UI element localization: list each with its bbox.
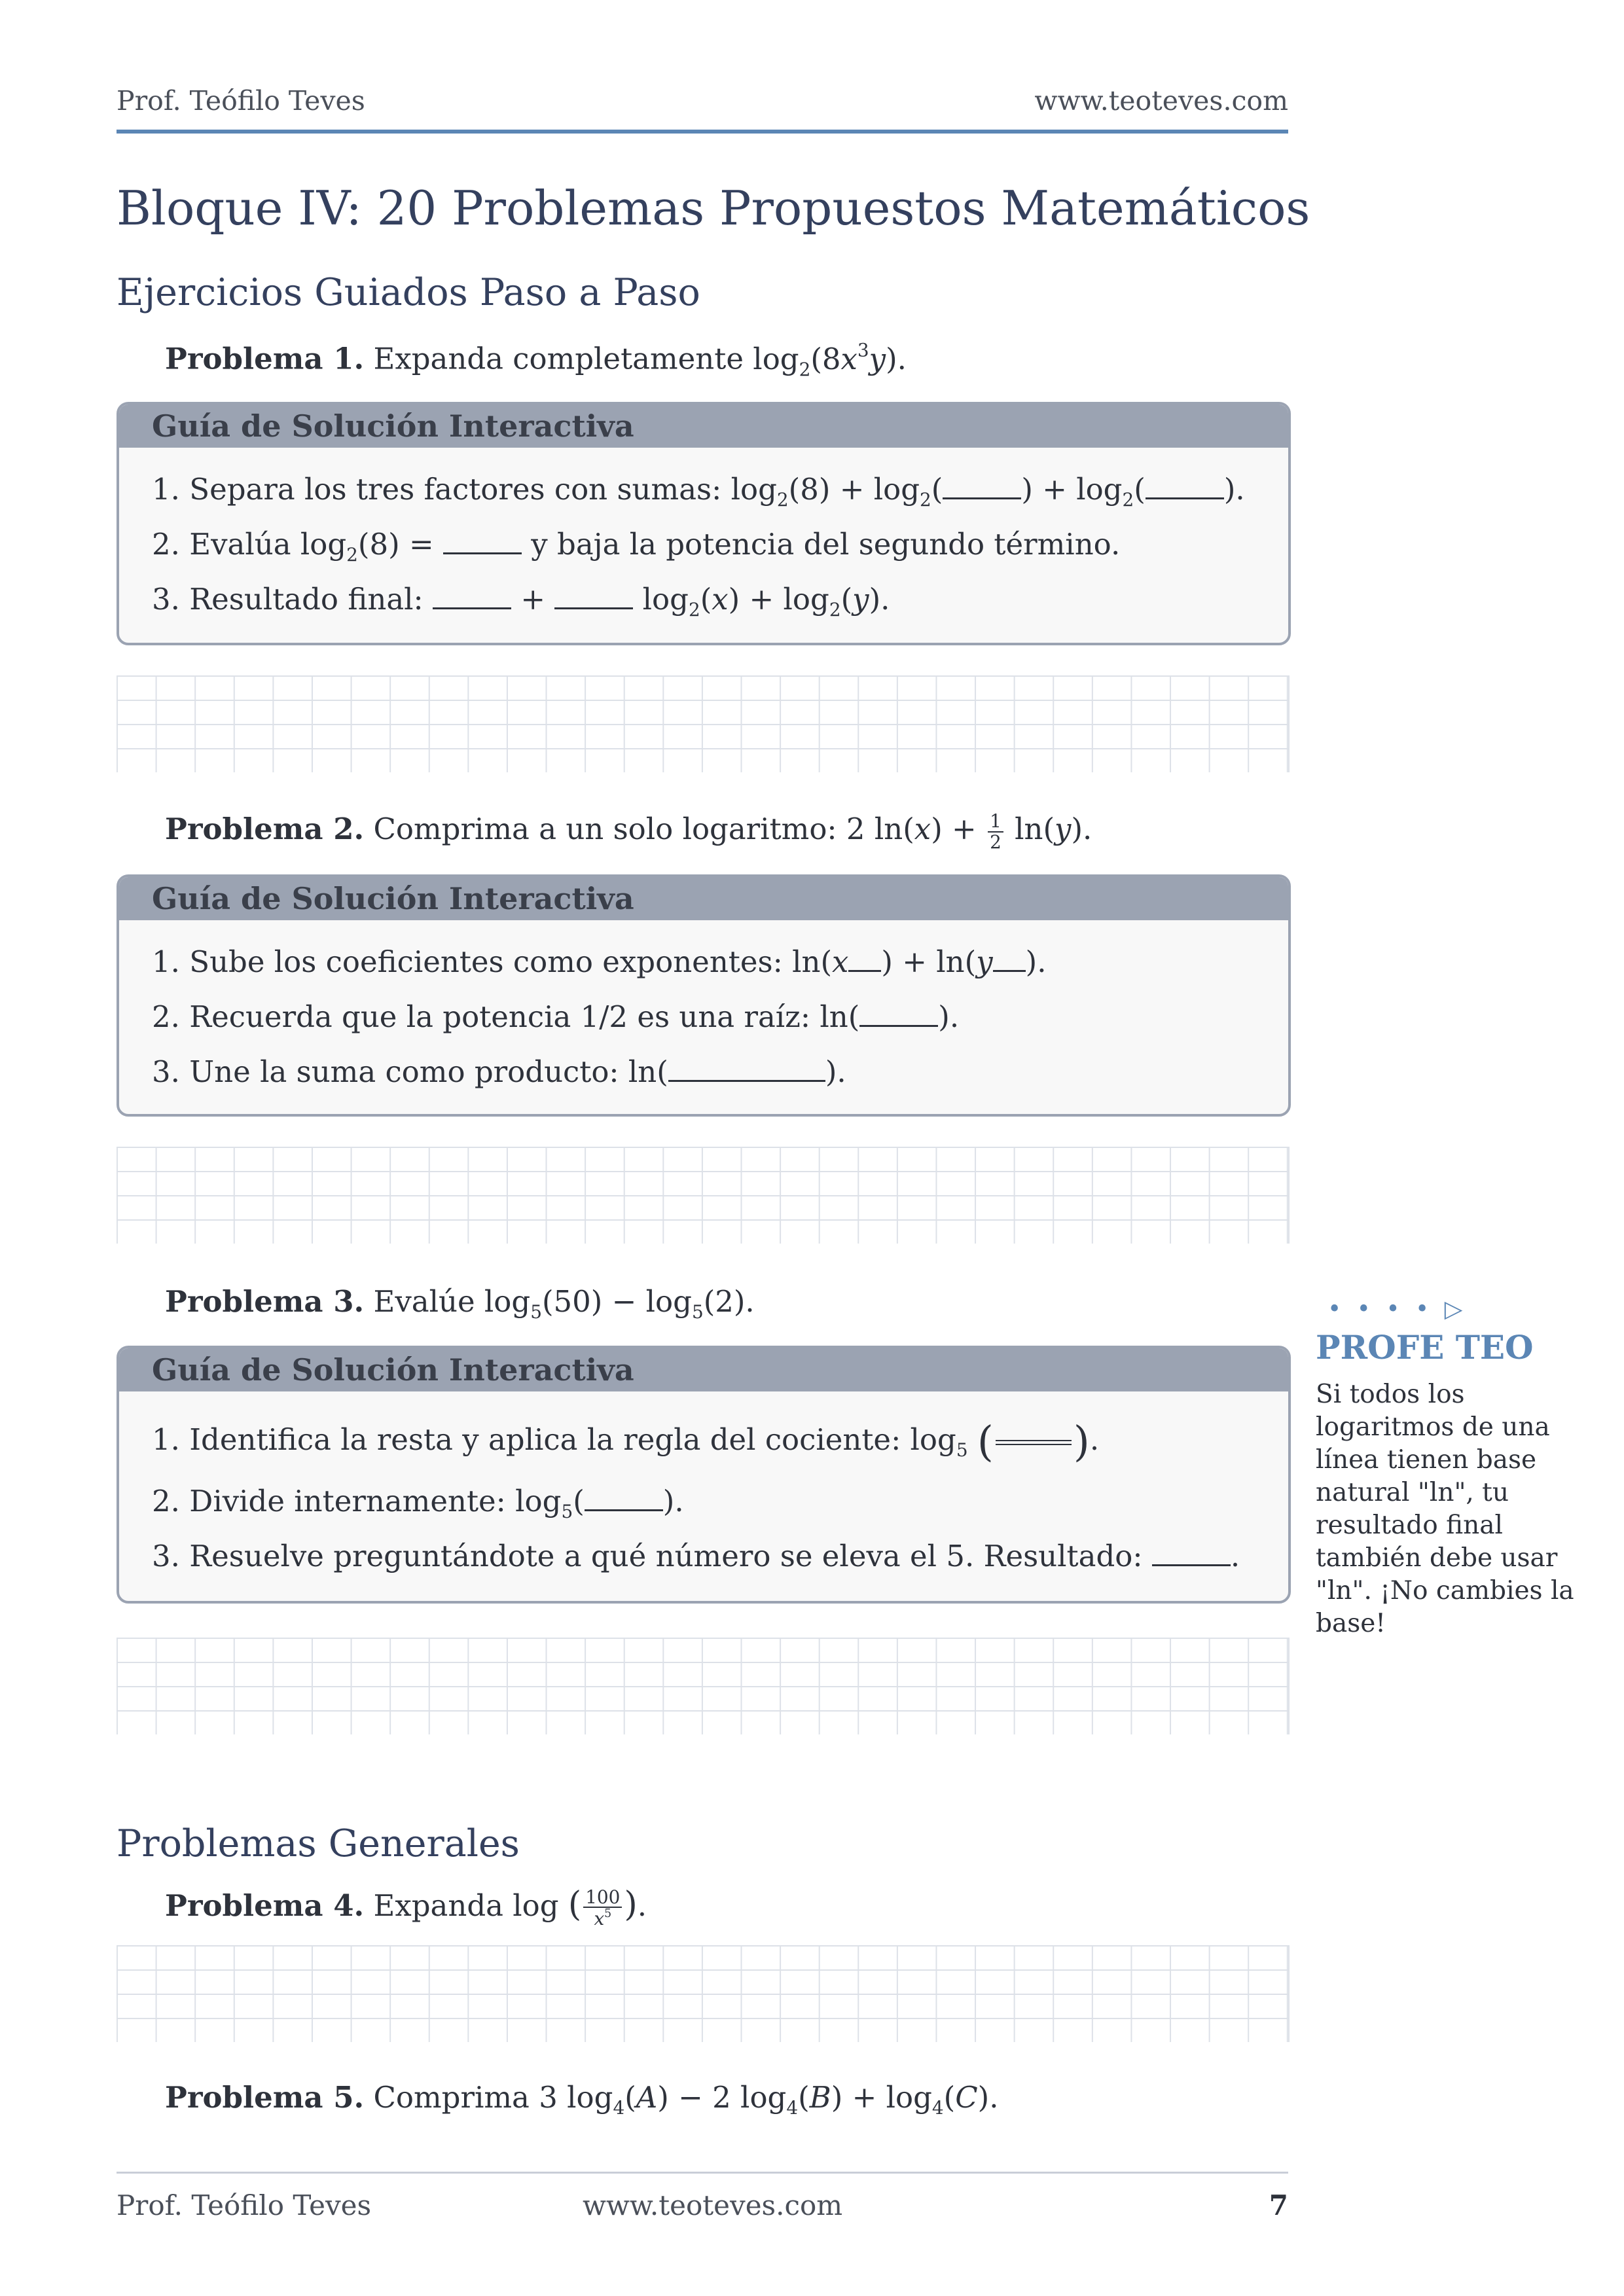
guide-step: 2. Evalúa $\log_2(8) = y$ baja la potencia del segundo término. bbox=[152, 517, 1288, 572]
solution-guide-1 bbox=[117, 402, 1291, 645]
page-number: 7 bbox=[1269, 2189, 1288, 2221]
step-text: 3. Une la suma como producto: bbox=[152, 1054, 619, 1089]
answer-blank[interactable] bbox=[668, 1052, 825, 1082]
problem-formula: $\log_2(8x^3y)$. bbox=[753, 339, 907, 380]
step-text: 2. Recuerda que la potencia 1/2 es una raíz: bbox=[152, 999, 811, 1034]
problem-label: Problema 2. bbox=[165, 812, 365, 846]
problem-text: Expanda completamente bbox=[373, 341, 744, 376]
problem-formula: 3 $\log_4(A) - 2$ $\log_4(B) + \log_4(C)$. bbox=[539, 2080, 999, 2119]
solution-guide-3 bbox=[117, 1346, 1291, 1604]
problem-formula: log ( $\frac{100}{x^5}$ ). bbox=[513, 1885, 647, 1930]
problem-text: Evalúe bbox=[373, 1284, 475, 1319]
step-text: y baja la potencia del segundo término. bbox=[531, 527, 1121, 562]
margin-note-text: Si todos los logaritmos de una línea tienen base natural "ln", tu resultado final también debe usar "ln". ¡No cambies la base! bbox=[1316, 1380, 1574, 1638]
problem-2 bbox=[165, 812, 1092, 852]
guide-step: 1. Identifica la resta y aplica la regla del cociente: $\log_5$ ( ). bbox=[152, 1418, 1100, 1467]
problem-label: Problema 3. bbox=[165, 1284, 365, 1319]
work-grid[interactable] bbox=[117, 1147, 1290, 1244]
guide-title: Guía de Solución Interactiva bbox=[119, 404, 1288, 448]
guide-step: 3. Resultado final: + $\log_2(x) + \log_2(y)$. bbox=[152, 572, 1288, 627]
section-title-guided: Ejercicios Guiados Paso a Paso bbox=[117, 271, 700, 314]
answer-blank[interactable] bbox=[554, 580, 633, 609]
guide-title: Guía de Solución Interactiva bbox=[119, 877, 1288, 920]
step-text: 1. Sube los coeficientes como exponentes: bbox=[152, 944, 783, 979]
answer-blank[interactable] bbox=[943, 470, 1021, 499]
work-grid[interactable] bbox=[117, 1945, 1290, 2042]
guide-step: 3. Une la suma como producto: ln( ). bbox=[152, 1045, 1288, 1100]
problem-formula: $\log_5(50) - \log_5(2)$. bbox=[484, 1284, 755, 1323]
answer-blank[interactable] bbox=[1152, 1537, 1231, 1566]
page-title: Bloque IV: 20 Problemas Propuestos Matemáticos bbox=[117, 181, 1310, 236]
answer-blank[interactable] bbox=[585, 1482, 663, 1511]
problem-text: Expanda bbox=[373, 1888, 503, 1923]
answer-blank[interactable] bbox=[433, 580, 511, 609]
work-grid[interactable] bbox=[117, 675, 1290, 772]
guide-step: 3. Resuelve preguntándote a qué número se eleva el 5. Resultado: . bbox=[152, 1529, 1288, 1584]
step-text: 1. Separa los tres factores con sumas: bbox=[152, 472, 722, 507]
step-text: 3. Resuelve preguntándote a qué número se eleva el 5. Resultado: bbox=[152, 1539, 1143, 1573]
problem-5 bbox=[165, 2080, 999, 2119]
answer-blank[interactable] bbox=[859, 997, 938, 1027]
work-grid[interactable] bbox=[117, 1638, 1290, 1734]
answer-blank[interactable] bbox=[993, 950, 1026, 972]
problem-formula: 2 ln(x) + $\frac{1}{2}$ ln(y). bbox=[846, 810, 1092, 853]
problem-1 bbox=[165, 339, 907, 380]
answer-blank[interactable] bbox=[1146, 470, 1224, 499]
step-text: 1. Identifica la resta y aplica la regla del cociente: bbox=[152, 1422, 901, 1457]
section-title-general: Problemas Generales bbox=[117, 1822, 520, 1865]
page-header bbox=[117, 85, 1288, 134]
problem-label: Problema 5. bbox=[165, 2080, 365, 2115]
guide-step: 1. Sube los coeficientes como exponentes: ln(x ) + ln(y ). bbox=[152, 944, 1047, 979]
problem-4 bbox=[165, 1885, 647, 1929]
answer-blank[interactable] bbox=[443, 525, 522, 554]
header-author: Prof. Teófilo Teves bbox=[117, 85, 365, 117]
arrow-icon: • • • • ▷ bbox=[1327, 1296, 1467, 1323]
footer-author: Prof. Teófilo Teves bbox=[117, 2189, 372, 2221]
guide-step: 2. Recuerda que la potencia 1/2 es una raíz: ln( ). bbox=[152, 990, 1288, 1045]
guide-title: Guía de Solución Interactiva bbox=[119, 1348, 1288, 1391]
problem-text: Comprima a un solo logaritmo: bbox=[373, 812, 837, 846]
margin-note-title: PROFE TEO bbox=[1316, 1328, 1534, 1367]
problem-3 bbox=[165, 1284, 755, 1323]
guide-step: 2. Divide internamente: $\log_5$( ). bbox=[152, 1474, 1288, 1529]
step-text: 2. Divide internamente: bbox=[152, 1484, 506, 1518]
footer-website[interactable]: www.teoteves.com bbox=[583, 2189, 843, 2221]
header-website[interactable]: www.teoteves.com bbox=[1034, 85, 1288, 117]
answer-blank[interactable] bbox=[848, 950, 881, 972]
step-text: 2. Evalúa bbox=[152, 527, 291, 562]
solution-guide-2 bbox=[117, 874, 1291, 1117]
problem-label: Problema 1. bbox=[165, 341, 365, 376]
problem-text: Comprima bbox=[373, 2080, 530, 2115]
page-footer bbox=[117, 2172, 1288, 2226]
step-text: 3. Resultado final: bbox=[152, 582, 424, 617]
problem-label: Problema 4. bbox=[165, 1888, 365, 1923]
guide-step: 1. Separa los tres factores con sumas: $\log_2(8) + \log_2$( ) + $\log_2$( ). bbox=[152, 462, 1288, 517]
margin-note bbox=[1316, 1296, 1604, 1640]
